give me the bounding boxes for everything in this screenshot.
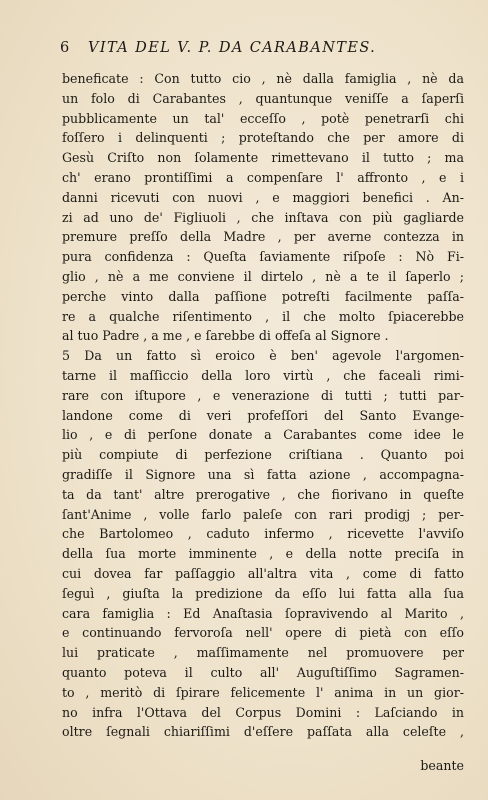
text-line: rare con iſtupore , e venerazione di tutti ; tutti par- [62,387,464,403]
page-number: 6 [60,40,71,56]
text-line: ſant'Anime , volle farlo paleſe con rari prodigj ; per- [62,506,464,522]
text-line: ch' erano prontiſſimi a compenſare l' affronto , e i [62,169,464,185]
text-line: premure preſſo della Madre , per averne contezza in [62,229,464,245]
text-block [62,69,464,742]
text-line: landone come di veri profeſſori del Santo Evange- [62,407,464,423]
text-line: lui praticate , maſſimamente nel promuovere per [62,645,464,661]
text-line: cara famiglia : Ed Anaſtasia ſopravivendo al Marito , [62,605,464,621]
text-line: che Bartolomeo , caduto infermo , ricevette l'avviſo [62,526,464,542]
text-line: beneficate : Con tutto cio , nè dalla famiglia , nè da [62,71,464,86]
text-line: danni ricevuti con nuovi , e maggiori benefici . An- [62,189,464,205]
text-line: no infra l'Ottava del Corpus Domini : Laſciando in [62,704,464,720]
text-line: della ſua morte imminente , e della notte preciſa in [62,546,464,562]
text-line: gradiſſe il Signore una sì fatta azione , accompagna- [62,466,464,482]
running-title: VITA DEL V. P. DA CARABANTES. [88,40,377,56]
text-line: perche vinto dalla paſſione potreſti facilmente paſſa- [62,288,464,304]
text-line: pura confidenza : Queſta ſaviamente riſpoſe : Nò Fi- [62,249,464,265]
text-line: glio , nè a me conviene il dirtelo , nè a te il ſaperlo ; [62,268,464,284]
text-line: cui dovea far paſſaggio all'altra vita , come di fatto [62,565,464,581]
text-line: re a qualche riſentimento , il che molto ſpiacerebbe [62,308,464,324]
text-line: tarne il maſſiccio della loro virtù , che faceali rimi- [62,367,464,383]
text-line: pubblicamente un tal' ecceſſo , potè penetrarſi chi [62,110,464,126]
text-line: un folo di Carabantes , quantunque veniſſe a ſaperſi [62,90,464,106]
text-line: zi ad uno de' Figliuoli , che inſtava con più gagliarde [62,209,464,225]
text-line: ta da tant' altre prerogative , che fiorivano in queſte [62,486,464,502]
text-line: ſeguì , giuſta la predizione da eſſo lui fatta alla ſua [62,585,464,601]
text-line: 5 Da un fatto sì eroico è ben' agevole l'argomen- [62,348,464,364]
text-line: Gesù Criſto non ſolamente rimettevano il tutto ; ma [62,150,464,166]
text-line: foſſero i delinquenti ; proteſtando che per amore di [62,130,464,146]
running-header [60,40,460,56]
text-line: e continuando fervoroſa nell' opere di pietà con eſſo [62,625,464,641]
text-line: oltre ſegnali chiariſſimi d'eſſere paſſata alla celeſte , [62,724,464,740]
catchword: beante [420,758,464,773]
text-line: lio , e di perſone donate a Carabantes come idee le [62,427,464,443]
text-line: quanto poteva il culto all' Auguſtiſſimo Sagramen- [62,664,464,680]
text-line: più compiute di perfezione criſtiana . Quanto poi [62,447,464,463]
text-line: al tuo Padre , a me , e ſarebbe di offeſa al Signore . [62,328,389,344]
text-line: to , meritò di ſpirare felicemente l' anima in un gior- [62,684,464,700]
